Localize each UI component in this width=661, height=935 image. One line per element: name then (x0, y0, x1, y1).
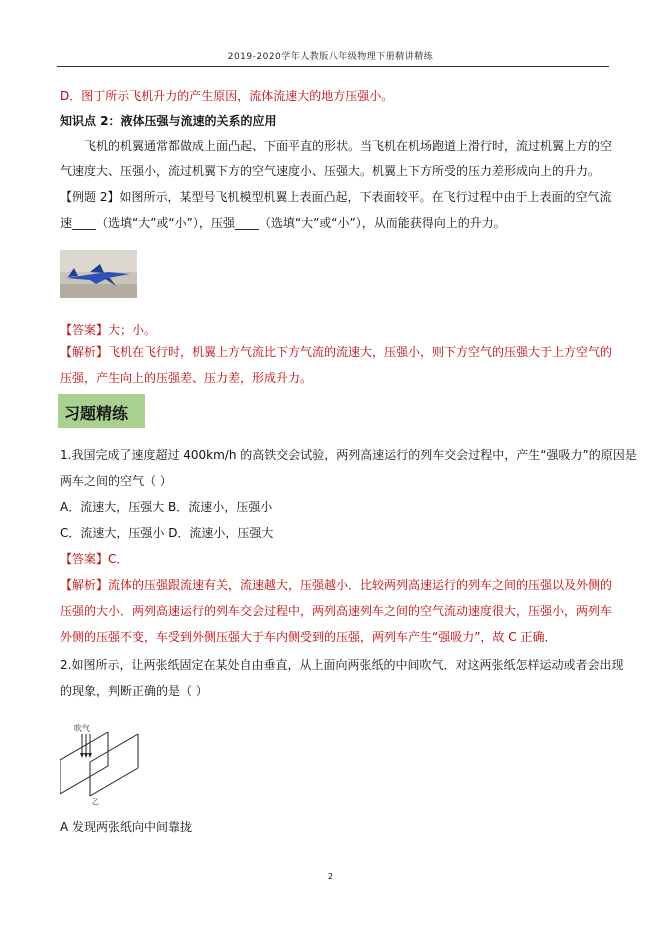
answer-text: 【答案】C． (60, 552, 129, 566)
answer-text: 【答案】大；小。 (60, 323, 157, 337)
question-2: 2.如图所示，让两张纸固定在某处自由垂直，从上面向两张纸的中间吹气．对这两张纸怎样运动或者会出现 (60, 658, 624, 672)
paragraph-line: 飞机的机翼通常都做成上面凸起、下面平直的形状。当飞机在机场跑道上滑行时，流过机翼上方的空 (84, 139, 613, 153)
question-1-options-ab: A．流速大，压强大 B．流速小，压强小 (60, 500, 273, 514)
option-d-text: D．图丁所示飞机升力的产生原因，流体流速大的地方压强小。 (60, 89, 394, 103)
question-2-cont: 的现象，判断正确的是（ ） (60, 684, 208, 698)
header-rule (57, 66, 609, 67)
section-title: 习题精练 (64, 404, 129, 423)
analysis-line: 【解析】流体的压强跟流速有关，流速越大，压强越小．比较两列高速运行的列车之间的压强以及外侧的 (60, 578, 613, 592)
paragraph-line: 气速度大、压强小，流过机翼下方的空气速度小、压强大。机翼上下方所受的压力差形成向上的升力。 (60, 164, 601, 178)
analysis-line: 压强的大小．两列高速运行的列车交会过程中，两列高速列车之间的空气流动速度很大，压强小，两列车 (60, 604, 613, 618)
analysis-line: 外侧的压强不变，车受到外侧压强大于车内侧受到的压强，两列车产生“强吸力”，故 C 正确． (60, 630, 557, 644)
analysis-line: 压强，产生向上的压强差、压力差，形成升力。 (60, 371, 313, 385)
page-number: 2 (327, 872, 334, 881)
example-question-cont: 速____（选填“大”或“小”），压强____（选填“大”或“小”），从而能获得向上的升力。 (60, 216, 506, 230)
figure-label-bottom: 乙 (92, 798, 99, 805)
analysis-line: 【解析】飞机在飞行时，机翼上方气流比下方气流的流速大，压强小，则下方空气的压强大于上方空气的 (60, 345, 613, 359)
knowledge-point-heading: 知识点 2：液体压强与流速的关系的应用 (60, 114, 277, 128)
question-2-option-a: A 发现两张纸向中间靠拢 (60, 820, 193, 834)
airplane-model-image (60, 250, 137, 298)
question-1-options-cd: C．流速大，压强小 D．流速小，压强大 (60, 526, 274, 540)
page-header: 2019-2020学年人教版八年级物理下册精讲精练 (227, 52, 434, 62)
figure-label-top: 吹气 (74, 724, 90, 733)
example-question: 【例题 2】如图所示，某型号飞机模型机翼上表面凸起，下表面较平。在飞行过程中由于上表面的空气流 (60, 190, 612, 204)
question-1: 1.我国完成了速度超过 400km/h 的高铁交会试验，两列高速运行的列车交会过程中，产生“强吸力”的原因是 (60, 448, 637, 462)
paper-blowing-figure (60, 720, 142, 805)
question-1-cont: 两车之间的空气（ ） (60, 474, 172, 488)
section-banner (58, 394, 145, 428)
